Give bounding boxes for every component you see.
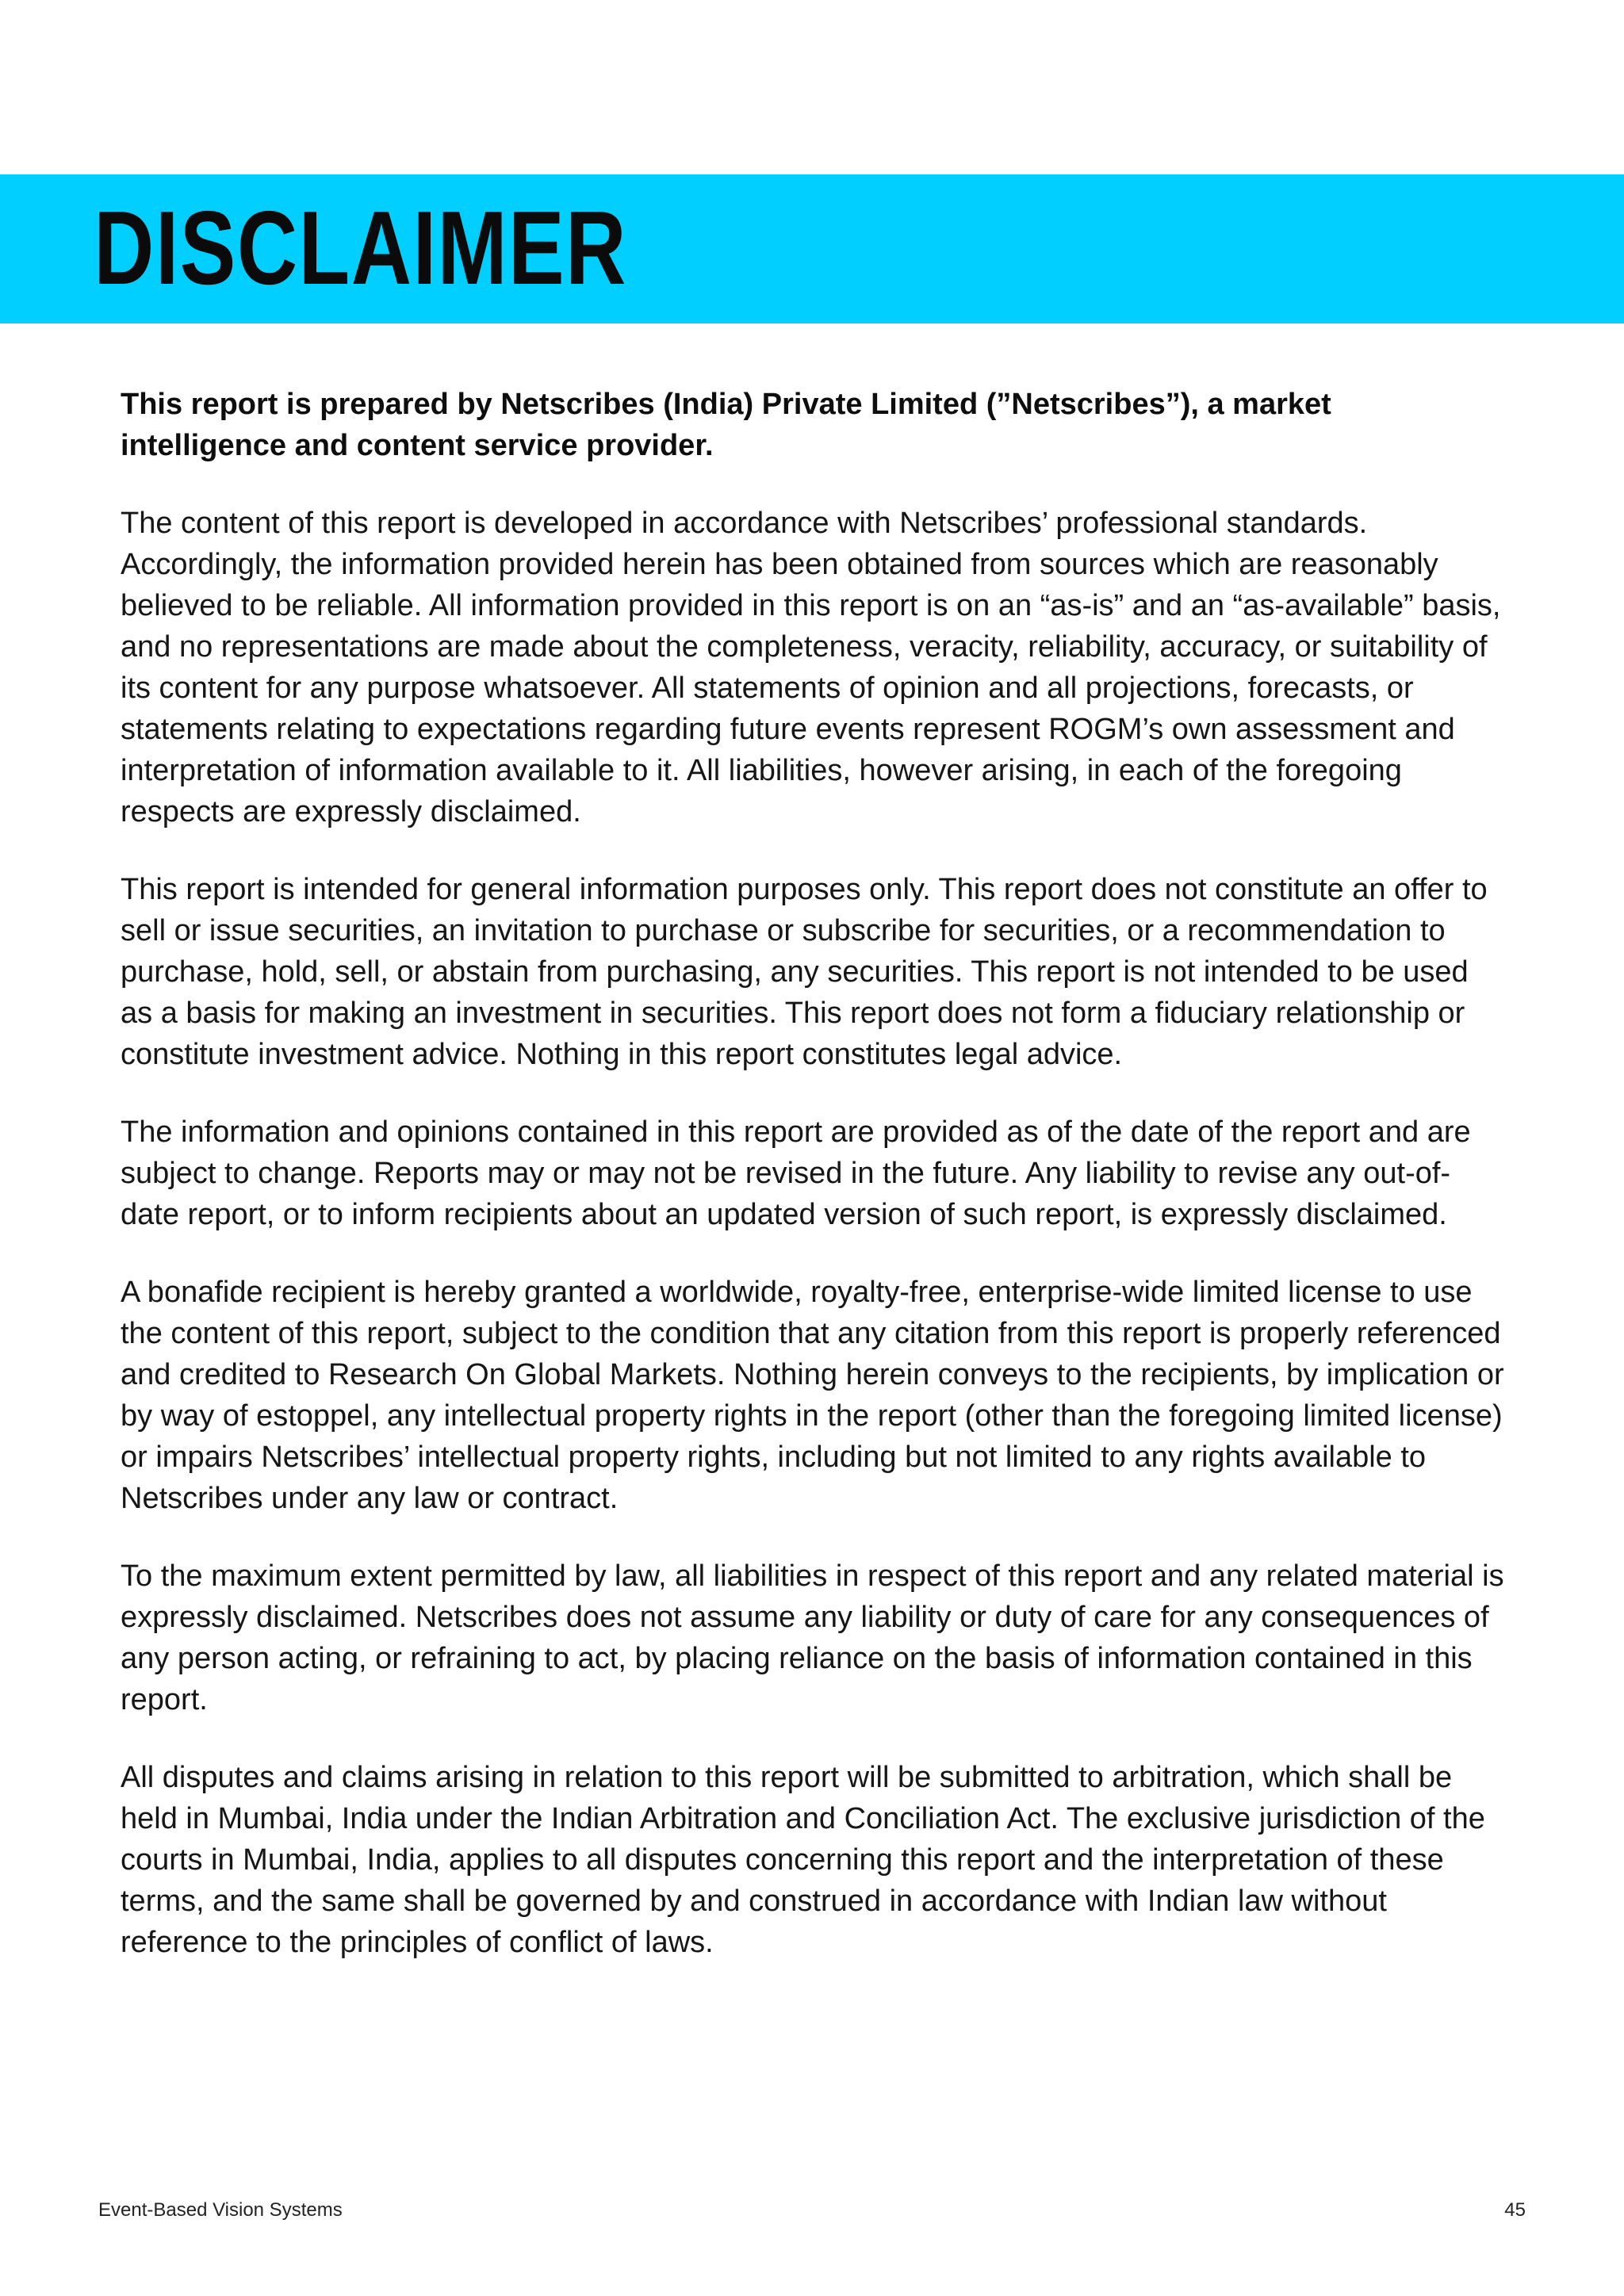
arbitration-paragraph: All disputes and claims arising in relation to this report will be submitted to arbitration, which shall be held in Mumbai, India under the Indian Arbitration and Conciliation Act. The exclusive jurisdiction of the courts in Mumbai, India, applies to all disputes concerning this report and the interpretation of these terms, and the same shall be governed by and construed in accordance with Indian law without reference to the principles of conflict of laws. — [121, 1761, 1485, 1959]
standards-paragraph: The content of this report is developed in accordance with Netscribes’ professional standards. Accordingly, the information provided herein has been obtained from sources which are reasonably believed to be reliable. All information provided in this report is on an “as-is” and an “as-available” basis, and no representations are made about the completeness, veracity, reliability, accuracy, or suitability of its content for any purpose whatsoever. All statements of opinion and all projections, forecasts, or statements relating to expectations regarding future events represent ROGM’s own assessment and interpretation of information available to it. All liabilities, however arising, in each of the foregoing respects are expressly disclaimed. — [121, 507, 1501, 828]
intro-paragraph: This report is prepared by Netscribes (India) Private Limited (”Netscribes”), a market intelligence and content service provider. — [121, 388, 1331, 462]
page-number: 45 — [1504, 2199, 1526, 2221]
license-paragraph: A bonafide recipient is hereby granted a worldwide, royalty-free, enterprise-wide limited license to use the content of this report, subject to the condition that any citation from this report is properly referenced and credited to Research On Global Markets. Nothing herein conveys to the recipients, by implication or by way of estoppel, any intellectual property rights in the report (other than the foregoing limited license) or impairs Netscribes’ intellectual property rights, including but not limited to any rights available to Netscribes under any law or contract. — [121, 1276, 1504, 1515]
page-title: DISCLAIMER — [94, 189, 628, 306]
footer-document-title: Event-Based Vision Systems — [98, 2199, 343, 2221]
date-of-report-paragraph: The information and opinions contained in this report are provided as of the date of the report and are subject to change. Reports may or may not be revised in the future. Any liability to revise any out-of-date report, or to inform recipients about an updated version of such report, is expressly disclaimed. — [121, 1115, 1471, 1231]
general-information-paragraph: This report is intended for general information purposes only. This report does not constitute an offer to sell or issue securities, an invitation to purchase or subscribe for securities, or a recommendation to purchase, hold, sell, or abstain from purchasing, any securities. This report is not intended to be used as a basis for making an investment in securities. This report does not form a fiduciary relationship or constitute investment advice. Nothing in this report constitutes legal advice. — [121, 873, 1488, 1071]
liability-paragraph: To the maximum extent permitted by law, all liabilities in respect of this report and any related material is expressly disclaimed. Netscribes does not assume any liability or duty of care for any consequences of any person acting, or refraining to act, by placing reliance on the basis of information contained in this report. — [121, 1559, 1504, 1716]
disclaimer-body — [121, 384, 1504, 1999]
